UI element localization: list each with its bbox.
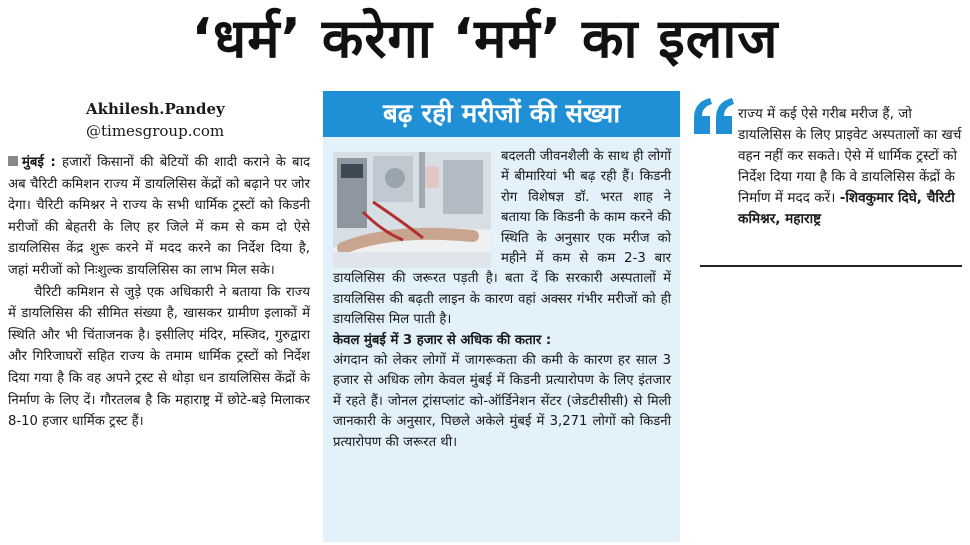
dateline-city: मुंबई : (22, 155, 56, 170)
box-paragraph-1: बदलती जीवनशैली के साथ ही लोगों में बीमारियां भी बढ़ रही हैं। किडनी रोग विशेषज्ञ डॉ. भरत शाह ने बताया कि किडनी के काम करने की स्थिति के अनुसार एक मरीज को महीने में कम से कम 2-3 बार डायलिसिस की जरूरत पड़ती है। बता दें कि सरकारी अस्पतालों में डायलिसिस की बढ़ती लाइन के कारण वहां अक्सर गंभीर मरीजों को ही डायलिसिस मिल पाती है। (333, 149, 671, 328)
pull-quote (700, 104, 962, 230)
box-body (333, 147, 671, 453)
left-column (8, 152, 310, 433)
left-paragraph-2: चैरिटी कमिशन से जुड़े एक अधिकारी ने बताया कि राज्य में डायलिसिस की सीमित संख्या है, खासकर ग्रामीण इलाकों में स्थिति और भी चिंताजनक है। इसीलिए मंदिर, मस्जिद, गुरुद्वारा और गिरिजाघरों सहित राज्य के तमाम धार्मिक ट्रस्टों को निर्देश दिया गया है कि वह अपने ट्रस्ट से थोड़ा धन डायलिसिस केंद्रों के निर्माण के लिए दें। गौरतलब है कि महाराष्ट्र में छोटे-बड़े मिलाकर 8-10 हजार धार्मिक ट्रस्ट हैं। (8, 284, 310, 430)
sidebar-box (323, 91, 680, 542)
quote-body: राज्य में कई ऐसे गरीब मरीज हैं, जो डायलिसिस के लिए प्राइवेट अस्पतालों का खर्च वहन नहीं कर सकते। ऐसे में धार्मिक ट्रस्टों को निर्देश दिया गया है कि वे डायलिसिस केंद्रों के निर्माण में मदद करें। (738, 106, 962, 206)
box-paragraph-2: अंगदान को लेकर लोगों में जागरूकता की कमी के कारण हर साल 3 हजार से अधिक लोग केवल मुंबई में किडनी प्रत्यारोपण के लिए इंतजार में रहते हैं। जोनल ट्रांसप्लांट को-ऑर्डिनेशन सेंटर (जेडटीसीसी) से मिली जानकारी के अनुसार, पिछले अकेले मुंबई में 3,271 लोगों को किडनी प्रत्यारोपण की जरूरत थी। (333, 353, 671, 450)
box-subhead: केवल मुंबई में 3 हजार से अधिक की कतार : (333, 332, 552, 348)
quote-text (700, 104, 962, 230)
quote-author: -शिवकुमार दिघे, चैरिटी कमिश्नर, महाराष्ट्र (738, 190, 955, 227)
author-handle: @timesgroup.com (86, 122, 225, 140)
square-bullet-icon (8, 156, 18, 166)
byline (86, 98, 225, 142)
quote-underline (700, 265, 962, 267)
dialysis-photo-illustration (333, 152, 491, 268)
left-paragraph-1-text: हजारों किसानों की बेटियों की शादी कराने के बाद अब चैरिटी कमिशन राज्य में डायलिसिस केंद्रों को बढ़ाने पर जोर देगा। चैरिटी कमिश्नर ने राज्य के सभी धार्मिक ट्रस्टों को किडनी मरीजों की बेहतरी के लिए हर जिले में कम से कम दो ऐसे डायलिसिस केंद्र शुरू करने में मदद करने का निर्देश दिया है, जहां मरीजों को निःशुल्क डायलिसिस का लाभ मिल सके। (8, 155, 310, 278)
author-name: Akhilesh.Pandey (86, 100, 225, 118)
dialysis-photo (333, 152, 491, 268)
box-title: बढ़ रही मरीजों की संख्या (323, 91, 680, 137)
left-paragraph-1 (8, 152, 310, 282)
headline: ‘धर्म’ करेगा ‘मर्म’ का इलाज (191, 7, 779, 70)
